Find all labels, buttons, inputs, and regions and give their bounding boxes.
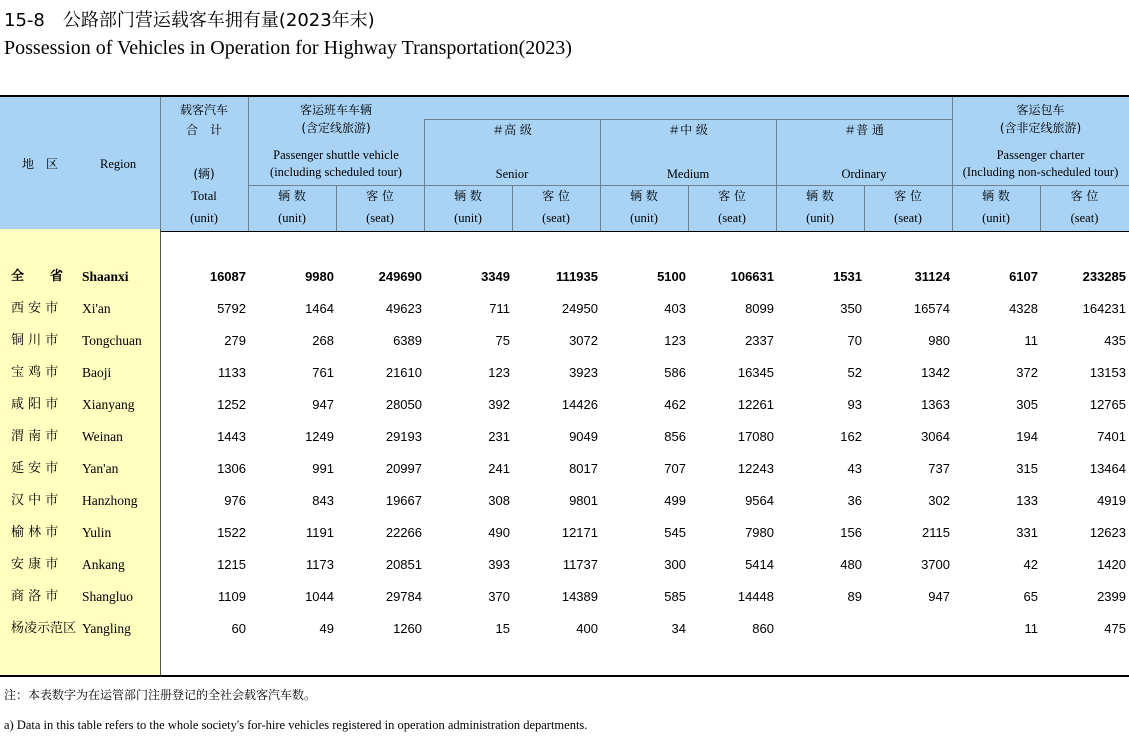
total-header-cn2: 合 计 [185, 123, 222, 137]
region-name-en: Yan'an [82, 461, 119, 476]
charter-unit-cell: 4328 [1009, 301, 1038, 316]
senior-unit-cell: 75 [495, 333, 510, 348]
table-row [0, 428, 1129, 460]
senior-seat-cell: 111935 [556, 269, 598, 284]
charter-unit-cell: 42 [1023, 557, 1038, 572]
shuttle-unit-cell: 761 [312, 365, 334, 380]
ordinary-unit-cell: 43 [847, 461, 862, 476]
footnote-en: a) Data in this table refers to the whole society's for-hire vehicles registered in operation administration departments. [4, 718, 588, 732]
unit-subheader-en: (unit) [806, 211, 834, 225]
total-header-unit-en: (unit) [190, 211, 218, 225]
senior-seat-cell: 8017 [569, 461, 598, 476]
total-cell: 1215 [217, 557, 246, 572]
ordinary-unit-cell: 36 [847, 493, 862, 508]
ordinary-header-cn: ＃普 通 [844, 123, 884, 137]
table-row [0, 300, 1129, 332]
charter-unit-cell: 305 [1016, 397, 1038, 412]
shuttle-seat-cell: 21610 [385, 365, 422, 380]
region-name-cn: 宝 鸡 市 [11, 365, 59, 380]
total-header-en: Total [191, 189, 217, 203]
senior-unit-cell: 370 [488, 589, 510, 604]
unit-subheader-en: (unit) [630, 211, 658, 225]
page-title-en: Possession of Vehicles in Operation for Highway Transportation(2023) [4, 37, 572, 59]
region-name-en: Ankang [82, 557, 125, 572]
shuttle-unit-cell: 947 [312, 397, 334, 412]
charter-seat-cell: 164231 [1082, 301, 1126, 316]
ordinary-seat-cell: 737 [928, 461, 950, 476]
senior-unit-cell: 241 [488, 461, 510, 476]
medium-unit-cell: 34 [671, 621, 686, 636]
ordinary-unit-cell: 52 [847, 365, 862, 380]
ordinary-seat-cell: 1363 [921, 397, 950, 412]
region-header-cn: 地 区 [22, 157, 59, 171]
charter-seat-cell: 13153 [1089, 365, 1126, 380]
medium-seat-cell: 5414 [745, 557, 774, 572]
ordinary-seat-cell: 1342 [921, 365, 950, 380]
medium-header-en: Medium [666, 167, 710, 181]
region-name-en: Shangluo [82, 589, 134, 604]
table-row [0, 460, 1129, 492]
shuttle-unit-cell: 1173 [306, 557, 334, 572]
ordinary-seat-cell: 3700 [921, 557, 950, 572]
region-name-cn: 延 安 市 [11, 461, 59, 476]
table-row [0, 620, 1129, 652]
seat-subheader-en: (seat) [718, 211, 746, 225]
shuttle-header-en1: Passenger shuttle vehicle [273, 148, 399, 162]
table-row [0, 492, 1129, 524]
region-name-en: Yulin [82, 525, 112, 540]
shuttle-seat-cell: 29193 [385, 429, 422, 444]
shuttle-seat-cell: 20997 [385, 461, 422, 476]
total-cell: 1443 [217, 429, 246, 444]
table-row [0, 524, 1129, 556]
shuttle-unit-cell: 49 [319, 621, 334, 636]
charter-unit-cell: 372 [1016, 365, 1038, 380]
charter-unit-cell: 11 [1024, 333, 1038, 348]
shuttle-unit-cell: 1464 [305, 301, 334, 316]
unit-subheader-en: (unit) [278, 211, 306, 225]
charter-unit-cell: 65 [1023, 589, 1038, 604]
ordinary-seat-cell: 16574 [913, 301, 950, 316]
charter-unit-cell: 331 [1016, 525, 1038, 540]
shuttle-unit-cell: 1191 [306, 525, 334, 540]
seat-subheader-en: (seat) [894, 211, 922, 225]
total-cell: 1252 [217, 397, 246, 412]
medium-unit-cell: 499 [664, 493, 686, 508]
senior-unit-cell: 392 [488, 397, 510, 412]
region-name-cn: 商 洛 市 [11, 589, 59, 604]
shuttle-unit-cell: 1044 [305, 589, 334, 604]
charter-seat-cell: 475 [1104, 621, 1126, 636]
ordinary-unit-cell: 350 [840, 301, 862, 316]
unit-subheader-cn: 辆 数 [806, 189, 834, 203]
shuttle-seat-cell: 28050 [385, 397, 422, 412]
total-cell: 1306 [217, 461, 246, 476]
table-row [0, 588, 1129, 620]
charter-unit-cell: 6107 [1009, 269, 1038, 284]
region-name-cn: 榆 林 市 [11, 525, 59, 540]
shuttle-seat-cell: 19667 [385, 493, 422, 508]
total-header-unit-cn: (辆) [193, 167, 215, 181]
senior-unit-cell: 123 [488, 365, 510, 380]
total-cell: 1133 [218, 365, 246, 380]
ordinary-seat-cell: 302 [928, 493, 950, 508]
ordinary-seat-cell: 947 [928, 589, 950, 604]
senior-seat-cell: 9801 [569, 493, 598, 508]
unit-subheader-en: (unit) [454, 211, 482, 225]
shuttle-unit-cell: 1249 [305, 429, 334, 444]
region-name-cn: 渭 南 市 [11, 429, 59, 444]
ordinary-seat-cell: 31124 [914, 269, 950, 284]
table-row [0, 556, 1129, 588]
seat-subheader-cn: 客 位 [366, 189, 394, 203]
ordinary-unit-cell: 480 [840, 557, 862, 572]
shuttle-unit-cell: 843 [312, 493, 334, 508]
senior-unit-cell: 393 [488, 557, 510, 572]
senior-seat-cell: 3923 [569, 365, 598, 380]
senior-seat-cell: 3072 [569, 333, 598, 348]
charter-seat-cell: 12623 [1089, 525, 1126, 540]
charter-seat-cell: 233285 [1082, 269, 1126, 284]
medium-seat-cell: 14448 [737, 589, 774, 604]
total-header-cn1: 载客汽车 [179, 103, 228, 117]
unit-subheader-cn: 辆 数 [278, 189, 306, 203]
ordinary-unit-cell: 162 [840, 429, 862, 444]
charter-unit-cell: 315 [1016, 461, 1038, 476]
senior-unit-cell: 15 [495, 621, 510, 636]
charter-seat-cell: 13464 [1089, 461, 1126, 476]
ordinary-header-en: Ordinary [841, 167, 887, 181]
medium-unit-cell: 545 [664, 525, 686, 540]
table-bottom-rule [0, 675, 1129, 677]
region-header-en: Region [100, 157, 137, 171]
ordinary-unit-cell: 156 [840, 525, 862, 540]
table-header [0, 95, 1129, 232]
seat-subheader-cn: 客 位 [1070, 189, 1099, 203]
shuttle-unit-cell: 991 [312, 461, 334, 476]
seat-subheader-en: (seat) [542, 211, 570, 225]
charter-seat-cell: 12765 [1089, 397, 1126, 412]
medium-seat-cell: 7980 [745, 525, 774, 540]
ordinary-seat-cell: 2115 [922, 525, 950, 540]
region-name-cn: 咸 阳 市 [11, 397, 59, 412]
region-name-en: Xianyang [82, 397, 135, 412]
medium-unit-cell: 5100 [657, 269, 686, 284]
senior-unit-cell: 231 [488, 429, 510, 444]
senior-unit-cell: 711 [489, 301, 510, 316]
senior-seat-cell: 400 [576, 621, 598, 636]
senior-seat-cell: 14426 [561, 397, 598, 412]
charter-unit-cell: 133 [1016, 493, 1038, 508]
medium-unit-cell: 462 [664, 397, 686, 412]
medium-seat-cell: 17080 [737, 429, 774, 444]
senior-unit-cell: 3349 [481, 269, 510, 284]
shuttle-seat-cell: 1260 [393, 621, 422, 636]
table-row [0, 332, 1129, 364]
page-title-cn: 15-8 公路部门营运载客车拥有量(2023年末) [4, 10, 375, 31]
senior-seat-cell: 24950 [561, 301, 598, 316]
region-name-cn: 西 安 市 [11, 301, 59, 316]
shuttle-unit-cell: 268 [312, 333, 334, 348]
ordinary-seat-cell: 980 [928, 333, 950, 348]
senior-header-cn: ＃高 级 [492, 123, 532, 137]
shuttle-header-en2: (including scheduled tour) [270, 165, 402, 179]
table-row [0, 268, 1129, 300]
unit-subheader-en: (unit) [982, 211, 1010, 225]
total-cell: 279 [224, 333, 246, 348]
shuttle-seat-cell: 249690 [378, 269, 422, 284]
shuttle-seat-cell: 49623 [385, 301, 422, 316]
charter-seat-cell: 4919 [1097, 493, 1126, 508]
region-name-cn: 安 康 市 [11, 557, 59, 572]
unit-subheader-cn: 辆 数 [454, 189, 482, 203]
shuttle-header-cn2: (含定线旅游) [301, 121, 371, 135]
medium-unit-cell: 300 [664, 557, 686, 572]
seat-subheader-cn: 客 位 [894, 189, 922, 203]
shuttle-unit-cell: 9980 [305, 269, 334, 284]
medium-seat-cell: 106631 [730, 269, 774, 284]
charter-seat-cell: 2399 [1097, 589, 1126, 604]
region-name-en: Baoji [82, 365, 112, 380]
shuttle-header-cn1: 客运班车车辆 [299, 103, 372, 117]
unit-subheader-cn: 辆 数 [630, 189, 658, 203]
footnote-cn: 注：本表数字为在运管部门注册登记的全社会载客汽车数。 [4, 688, 317, 702]
charter-unit-cell: 11 [1024, 621, 1038, 636]
medium-unit-cell: 403 [664, 301, 686, 316]
total-cell: 1522 [217, 525, 246, 540]
senior-seat-cell: 11737 [562, 557, 598, 572]
medium-unit-cell: 856 [664, 429, 686, 444]
senior-unit-cell: 490 [488, 525, 510, 540]
charter-unit-cell: 194 [1016, 429, 1038, 444]
charter-seat-cell: 7401 [1097, 429, 1126, 444]
region-name-en: Tongchuan [82, 333, 142, 348]
medium-seat-cell: 9564 [745, 493, 774, 508]
ordinary-unit-cell: 70 [847, 333, 862, 348]
senior-unit-cell: 308 [488, 493, 510, 508]
medium-seat-cell: 12243 [737, 461, 774, 476]
charter-seat-cell: 435 [1104, 333, 1126, 348]
region-name-en: Hanzhong [82, 493, 138, 508]
shuttle-seat-cell: 29784 [385, 589, 422, 604]
seat-subheader-en: (seat) [1070, 211, 1099, 225]
region-name-cn: 汉 中 市 [11, 493, 59, 508]
region-name-cn: 铜 川 市 [11, 333, 59, 348]
total-cell: 16087 [209, 269, 246, 284]
medium-seat-cell: 16345 [737, 365, 774, 380]
medium-seat-cell: 8099 [745, 301, 774, 316]
total-cell: 976 [224, 493, 246, 508]
ordinary-seat-cell: 3064 [921, 429, 950, 444]
shuttle-seat-cell: 6389 [393, 333, 422, 348]
charter-header-en2: (Including non-scheduled tour) [962, 165, 1119, 179]
region-name-en: Xi'an [82, 301, 111, 316]
table-row [0, 364, 1129, 396]
medium-unit-cell: 585 [664, 589, 686, 604]
region-name-cn: 全 省 [11, 269, 64, 284]
unit-subheader-cn: 辆 数 [982, 189, 1010, 203]
medium-header-cn: ＃中 级 [668, 123, 708, 137]
charter-header-en1: Passenger charter [996, 148, 1085, 162]
ordinary-unit-cell: 89 [847, 589, 862, 604]
table-row [0, 396, 1129, 428]
medium-seat-cell: 860 [752, 621, 774, 636]
senior-header-en: Senior [495, 167, 529, 181]
shuttle-seat-cell: 20851 [385, 557, 422, 572]
medium-unit-cell: 586 [664, 365, 686, 380]
senior-seat-cell: 14389 [561, 589, 598, 604]
charter-header-cn1: 客运包车 [1016, 103, 1065, 117]
total-cell: 5792 [217, 301, 246, 316]
shuttle-seat-cell: 22266 [385, 525, 422, 540]
charter-seat-cell: 1420 [1097, 557, 1126, 572]
senior-seat-cell: 12171 [561, 525, 598, 540]
region-name-en: Shaanxi [82, 269, 129, 284]
ordinary-unit-cell: 1531 [833, 269, 862, 284]
seat-subheader-cn: 客 位 [718, 189, 746, 203]
seat-subheader-en: (seat) [366, 211, 394, 225]
medium-unit-cell: 123 [664, 333, 686, 348]
charter-header-cn2: (含非定线旅游) [999, 121, 1082, 135]
region-name-en: Yangling [82, 621, 131, 636]
seat-subheader-cn: 客 位 [542, 189, 570, 203]
medium-seat-cell: 12261 [737, 397, 774, 412]
total-cell: 60 [231, 621, 246, 636]
senior-seat-cell: 9049 [569, 429, 598, 444]
region-name-en: Weinan [82, 429, 123, 444]
medium-unit-cell: 707 [664, 461, 686, 476]
medium-seat-cell: 2337 [745, 333, 774, 348]
ordinary-unit-cell: 93 [847, 397, 862, 412]
total-cell: 1109 [218, 589, 246, 604]
region-name-cn: 杨凌示范区 [11, 621, 77, 636]
